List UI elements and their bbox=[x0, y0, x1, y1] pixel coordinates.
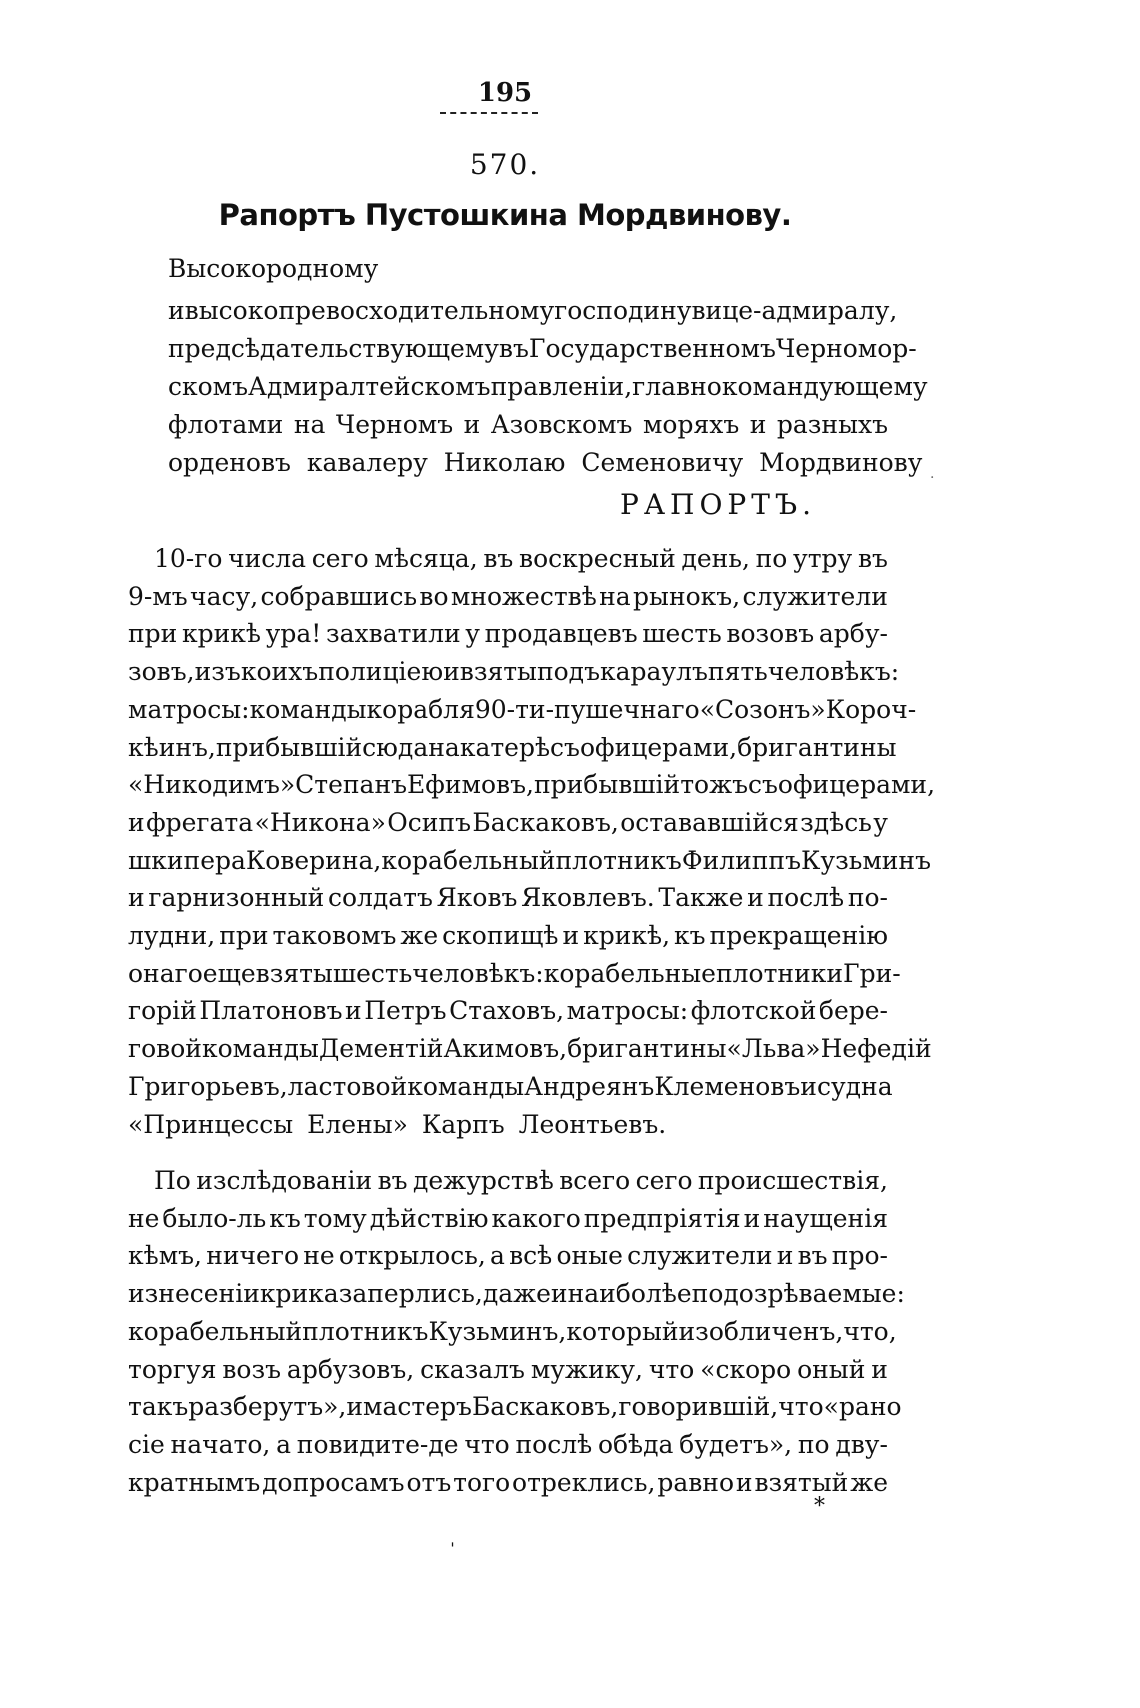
text-line: лудни, при таковомъ же скопищѣ и крикѣ, къ прекращенію bbox=[128, 921, 888, 951]
text-line: 10-го числа сего мѣсяца, въ воскресный день, по утру въ bbox=[154, 544, 888, 573]
text-line: изнесеніи крика заперлись, даже и наиболѣе подозрѣваемые: bbox=[128, 1279, 905, 1309]
addressee-line: орденовъ кавалеру Николаю Семеновичу Мордвинову bbox=[168, 448, 923, 477]
document-number: 570. bbox=[469, 148, 541, 181]
text-line: сіе начато, а повидите-де что послѣ обѣда будетъ», по дву- bbox=[128, 1429, 888, 1459]
text-line: такъ разберутъ», и мастеръ Баскаковъ, говорившій, что «рано bbox=[128, 1392, 902, 1422]
page-number-rule bbox=[440, 112, 538, 114]
text-line: «Никодимъ» Степанъ Ефимовъ, прибывшій тожъ съ офицерами, bbox=[128, 770, 936, 800]
addressee-line: флотами на Черномъ и Азовскомъ моряхъ и разныхъ bbox=[168, 410, 888, 439]
text-line: кѣмъ, ничего не открылось, а всѣ оные служители и въ про- bbox=[128, 1241, 888, 1271]
addressee-line: предсѣдательствующему въ Государственномъ Черномор- bbox=[168, 334, 917, 363]
text-line: не было-ль къ тому дѣйствію какого предпріятія и наущенія bbox=[128, 1203, 888, 1233]
paragraph-1 bbox=[128, 540, 936, 1143]
paragraph-2 bbox=[128, 1162, 905, 1501]
document-title: Рапортъ Пустошкина Мордвинову. bbox=[218, 198, 792, 232]
text-line: зовъ, изъ коихъ полиціею и взяты подъ караулъ пять человѣкъ: bbox=[128, 657, 900, 687]
page-number: 195 bbox=[477, 78, 533, 108]
margin-speck: · bbox=[930, 470, 935, 486]
text-line: Григорьевъ, ластовой команды Андреянъ Клеменовъ и судна bbox=[128, 1071, 893, 1101]
addressee-block bbox=[168, 292, 928, 482]
text-line: По изслѣдованіи въ дежурствѣ всего сего происшествія, bbox=[154, 1166, 888, 1195]
text-line: при крикѣ ура! захватили у продавцевъ шесть возовъ арбу- bbox=[128, 619, 888, 649]
footer-asterisk: * bbox=[814, 1494, 825, 1519]
text-line: и фрегата «Никона» Осипъ Баскаковъ, остававшійся здѣсь у bbox=[128, 807, 888, 837]
print-speck: ˈ bbox=[450, 1540, 455, 1561]
text-line: и гарнизонный солдатъ Яковъ Яковлевъ. Также и послѣ по- bbox=[128, 883, 888, 913]
text-line: горій Платоновъ и Петръ Стаховъ, матросы: флотской бере- bbox=[128, 996, 888, 1026]
addressee-line: скомъ Адмиралтейскомъ правленіи, главнокомандующему bbox=[168, 372, 928, 401]
text-line: матросы: команды корабля 90-ти-пушечнаго «Созонъ» Короч- bbox=[128, 694, 917, 724]
text-line: онаго еще взяты шесть человѣкъ: корабельные плотники Гри- bbox=[128, 958, 901, 988]
text-line: кратнымъ допросамъ отъ того отреклись, равно и взятый же bbox=[128, 1467, 888, 1497]
report-heading: РАПОРТЪ. bbox=[620, 488, 817, 521]
text-line: «Принцессы Елены» Карпъ Леонтьевъ. bbox=[128, 1109, 667, 1139]
salutation: Высокородному bbox=[168, 254, 379, 283]
text-line: корабельный плотникъ Кузьминъ, который изобличенъ, что, bbox=[128, 1316, 897, 1346]
addressee-line: и высокопревосходительному господину вице-адмиралу, bbox=[168, 296, 898, 325]
text-line: шкипера Коверина, корабельный плотникъ Филиппъ Кузьминъ bbox=[128, 845, 931, 875]
text-line: 9-мъ часу, собравшись во множествѣ на рынокъ, служители bbox=[128, 581, 888, 611]
text-line: торгуя возъ арбузовъ, сказалъ мужику, что «скоро оный и bbox=[128, 1354, 888, 1384]
text-line: кѣинъ, прибывшій сюда на катерѣ съ офицерами, бригантины bbox=[128, 732, 897, 762]
text-line: говой команды Дементій Акимовъ, бригантины «Льва» Нефедій bbox=[128, 1034, 932, 1064]
